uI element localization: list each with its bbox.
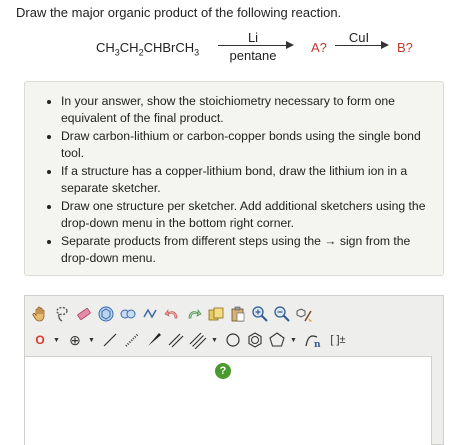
hashed-bond-icon[interactable] bbox=[123, 331, 141, 349]
intermediate-label: A? bbox=[311, 40, 327, 55]
eraser-icon[interactable] bbox=[75, 305, 93, 323]
double-bond-icon[interactable] bbox=[167, 331, 185, 349]
benzene-icon[interactable] bbox=[246, 331, 264, 349]
instruction-item: • In your answer, show the stoichiometry necessary to form one equivalent of the final product. bbox=[61, 93, 431, 127]
ring-icon[interactable] bbox=[224, 331, 242, 349]
chain-icon[interactable] bbox=[141, 305, 159, 323]
arrow-line bbox=[218, 45, 288, 46]
product-label: B? bbox=[397, 40, 413, 55]
paste-icon[interactable] bbox=[229, 305, 247, 323]
svg-text:n: n bbox=[314, 340, 321, 349]
structure-sketcher bbox=[24, 295, 444, 445]
sketcher-toolbar-top bbox=[31, 304, 317, 324]
step1-reagent-bottom: pentane bbox=[229, 48, 277, 63]
redo-icon[interactable] bbox=[185, 305, 203, 323]
sketcher-toolbar-bottom bbox=[31, 330, 355, 350]
chevron-down-icon[interactable]: ▼ bbox=[211, 336, 218, 344]
bracket-button[interactable]: [ ]± bbox=[330, 334, 346, 346]
step1-reagent-top: Li bbox=[247, 30, 259, 45]
zoom-in-icon[interactable] bbox=[251, 305, 269, 323]
clean-structure-icon[interactable] bbox=[295, 305, 313, 323]
instruction-item: • Separate products from different steps using the → sign from the drop-down menu. bbox=[61, 233, 431, 267]
instruction-item: • Draw carbon-lithium or carbon-copper bonds using the single bond tool. bbox=[61, 128, 431, 162]
atom-map-icon[interactable] bbox=[119, 305, 137, 323]
arrow-line bbox=[335, 45, 383, 46]
zoom-out-icon[interactable] bbox=[273, 305, 291, 323]
step2-reagent-top: CuI bbox=[348, 30, 370, 45]
cyclopentane-icon[interactable] bbox=[268, 331, 286, 349]
single-bond-icon[interactable] bbox=[101, 331, 119, 349]
chevron-down-icon[interactable]: ▼ bbox=[88, 336, 95, 344]
ring-template-icon[interactable] bbox=[97, 305, 115, 323]
copy-icon[interactable] bbox=[207, 305, 225, 323]
instructions-list bbox=[43, 93, 431, 267]
arrow-head-icon bbox=[381, 41, 389, 49]
wedge-bond-icon[interactable] bbox=[145, 331, 163, 349]
sketcher-canvas[interactable] bbox=[25, 356, 432, 445]
element-button[interactable]: O bbox=[35, 333, 45, 347]
instruction-item: • If a structure has a copper-lithium bond, draw the lithium ion in a separate sketcher. bbox=[61, 163, 431, 197]
charge-button[interactable]: ⊕ bbox=[69, 331, 81, 348]
chevron-down-icon[interactable]: ▼ bbox=[53, 336, 60, 344]
question-text: Draw the major organic product of the following reaction. bbox=[16, 5, 342, 20]
step2-arrow bbox=[335, 28, 395, 68]
help-button[interactable]: ? bbox=[215, 363, 231, 379]
undo-icon[interactable] bbox=[163, 305, 181, 323]
lasso-icon[interactable] bbox=[53, 305, 71, 323]
reactant-formula: $CH_3CH_2CHBrCH_3$ bbox=[96, 40, 200, 58]
hand-icon[interactable] bbox=[31, 305, 49, 323]
step1-arrow bbox=[218, 28, 302, 68]
triple-bond-icon[interactable] bbox=[189, 331, 207, 349]
chevron-down-icon[interactable]: ▼ bbox=[290, 336, 297, 344]
instruction-item: • Draw one structure per sketcher. Add additional sketchers using the drop-down menu in the bottom right corner. bbox=[61, 198, 431, 232]
instructions-panel bbox=[24, 81, 444, 276]
reaction-scheme bbox=[0, 28, 474, 68]
arrow-tool-icon[interactable] bbox=[303, 331, 321, 349]
